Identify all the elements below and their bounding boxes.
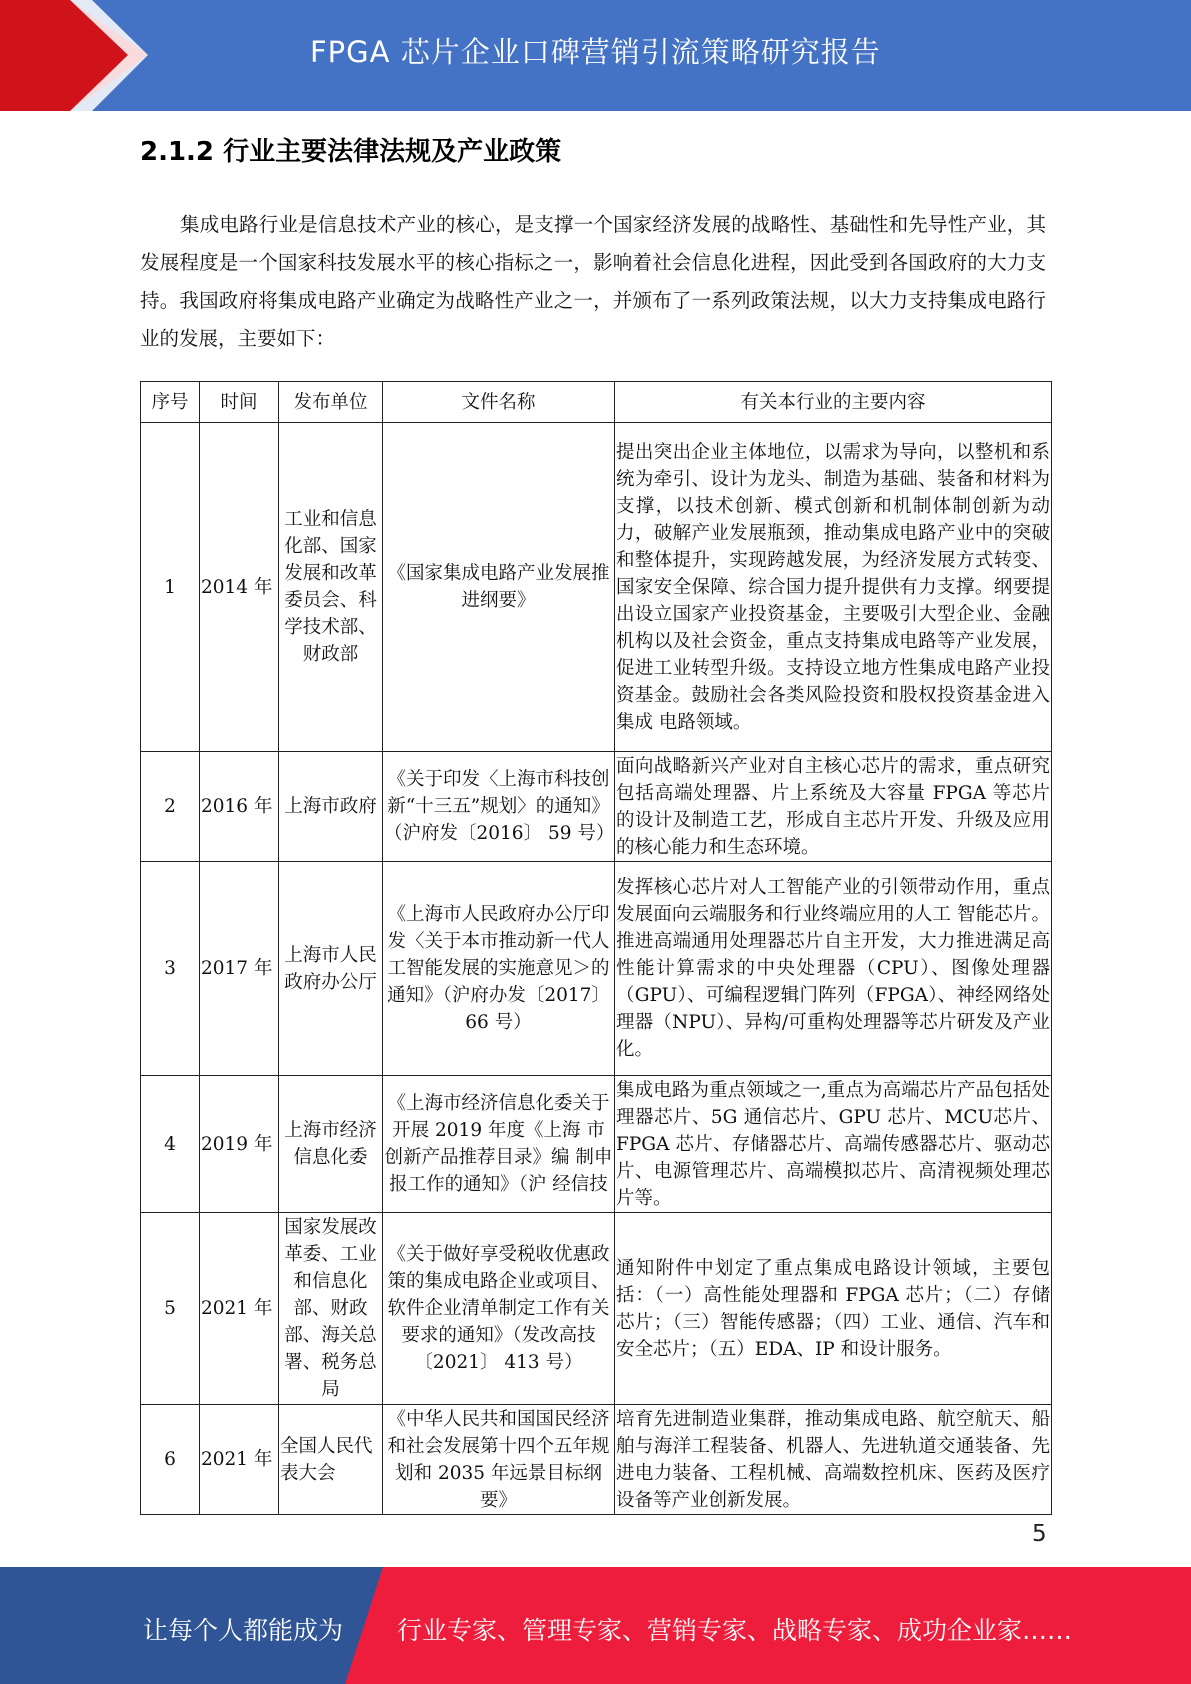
table-header-row [141,382,1052,423]
row-issuer: 工业和信息化部、国家发展和改革委员会、科学技术部、财政部 [279,423,383,752]
table-row [141,1213,1052,1405]
row-document: 《中华人民共和国国民经济和社会发展第十四个五年规划和 2035 年远景目标纲要》 [383,1405,615,1515]
row-content: 提出突出企业主体地位，以需求为导向，以整机和系统为牵引、设计为龙头、制造为基础、装备和材料为支撑，以技术创新、模式创新和机制体制创新为动力，破解产业发展瓶颈，推动集成电路产业中的突破和整体提升，实现跨越发展，为经济发展方式转变、国家安全保障、综合国力提升提供有力支撑。纲要提出设立国家产业投资基金，主要吸引大型企业、金融机构以及社会资金，重点支持集成电路等产业发展，促进工业转型升级。支持设立地方性集成电路产业投资基金。鼓励社会各类风险投资和股权投资基金进入集成 电路领域。 [615,423,1052,752]
row-time: 2021 年 [200,1405,279,1515]
footer-banner [0,1567,1191,1684]
row-document: 《上海市经济信息化委关于开展 2019 年度《上海 市创新产品推荐目录》编 制申报工作的通知》（沪 经信技 [383,1076,615,1213]
header-content: 有关本行业的主要内容 [615,382,1052,423]
row-content: 集成电路为重点领域之一,重点为高端芯片产品包括处理器芯片、5G 通信芯片、GPU 芯片、MCU芯片、FPGA 芯片、存储器芯片、高端传感器芯片、驱动芯片、电源管理芯片、高端模拟芯片、高清视频处理芯片等。 [615,1076,1052,1213]
row-issuer: 上海市人民政府办公厅 [279,862,383,1076]
row-no: 1 [141,423,200,752]
row-document: 《关于印发〈上海市科技创新“十三五”规划〉的通知》（沪府发〔2016〕 59 号） [383,752,615,862]
policy-table [140,381,1052,1515]
row-content: 通知附件中划定了重点集成电路设计领域，主要包括：（一）高性能处理器和 FPGA 芯片；（二）存储芯片；（三）智能传感器；（四）工业、通信、汽车和安全芯片；（五）EDA、IP 和设计服务。 [615,1213,1052,1405]
row-issuer: 全国人民代表大会 [279,1405,383,1515]
row-no: 6 [141,1405,200,1515]
row-no: 4 [141,1076,200,1213]
table-row [141,1405,1052,1515]
table-row [141,423,1052,752]
row-content: 培育先进制造业集群，推动集成电路、航空航天、船舶与海洋工程装备、机器人、先进轨道交通装备、先进电力装备、工程机械、高端数控机床、医药及医疗设备等产业创新发展。 [615,1405,1052,1515]
header-issuer: 发布单位 [279,382,383,423]
footer-slogan-right: 行业专家、管理专家、营销专家、战略专家、成功企业家…… [397,1616,1073,1645]
row-time: 2021 年 [200,1213,279,1405]
row-document: 《关于做好享受税收优惠政策的集成电路企业或项目、软件企业清单制定工作有关要求的通知》（发改高技〔2021〕 413 号） [383,1213,615,1405]
row-issuer: 国家发展改革委、工业和信息化部、财政部、海关总署、税务总局 [279,1213,383,1405]
header-banner [0,0,1191,111]
section-heading: 2.1.2 行业主要法律法规及产业政策 [140,137,562,167]
row-content: 发挥核心芯片对人工智能产业的引领带动作用，重点发展面向云端服务和行业终端应用的人工 智能芯片。推进高端通用处理器芯片自主开发，大力推进满足高性能计算需求的中央处理器（CPU）、图像处理器（GPU）、可编程逻辑门阵列（FPGA）、神经网络处理器（NPU）、异构/可重构处理器等芯片研发及产业化。 [615,862,1052,1076]
header-no: 序号 [141,382,200,423]
row-no: 5 [141,1213,200,1405]
row-issuer: 上海市政府 [279,752,383,862]
header-time: 时间 [200,382,279,423]
header-document: 文件名称 [383,382,615,423]
row-issuer: 上海市经济信息化委 [279,1076,383,1213]
table-row [141,752,1052,862]
intro-paragraph: 集成电路行业是信息技术产业的核心，是支撑一个国家经济发展的战略性、基础性和先导性产业，其发展程度是一个国家科技发展水平的核心指标之一，影响着社会信息化进程，因此受到各国政府的大力支持。我国政府将集成电路产业确定为战略性产业之一，并颁布了一系列政策法规，以大力支持集成电路行业的发展，主要如下： [140,213,1046,350]
page-number: 5 [1032,1521,1047,1547]
table-row [141,1076,1052,1213]
footer-slogan-left: 让每个人都能成为 [143,1616,344,1645]
row-time: 2014 年 [200,423,279,752]
row-document: 《国家集成电路产业发展推进纲要》 [383,423,615,752]
row-no: 3 [141,862,200,1076]
row-no: 2 [141,752,200,862]
table-row [141,862,1052,1076]
row-time: 2017 年 [200,862,279,1076]
row-time: 2016 年 [200,752,279,862]
header-title: FPGA 芯片企业口碑营销引流策略研究报告 [310,35,881,69]
row-document: 《上海市人民政府办公厅印发〈关于本市推动新一代人工智能发展的实施意见＞的通知》（沪府办发〔2017〕 66 号） [383,862,615,1076]
row-content: 面向战略新兴产业对自主核心芯片的需求，重点研究包括高端处理器、片上系统及大容量 FPGA 等芯片的设计及制造工艺，形成自主芯片开发、升级及应用的核心能力和生态环境。 [615,752,1052,862]
row-time: 2019 年 [200,1076,279,1213]
